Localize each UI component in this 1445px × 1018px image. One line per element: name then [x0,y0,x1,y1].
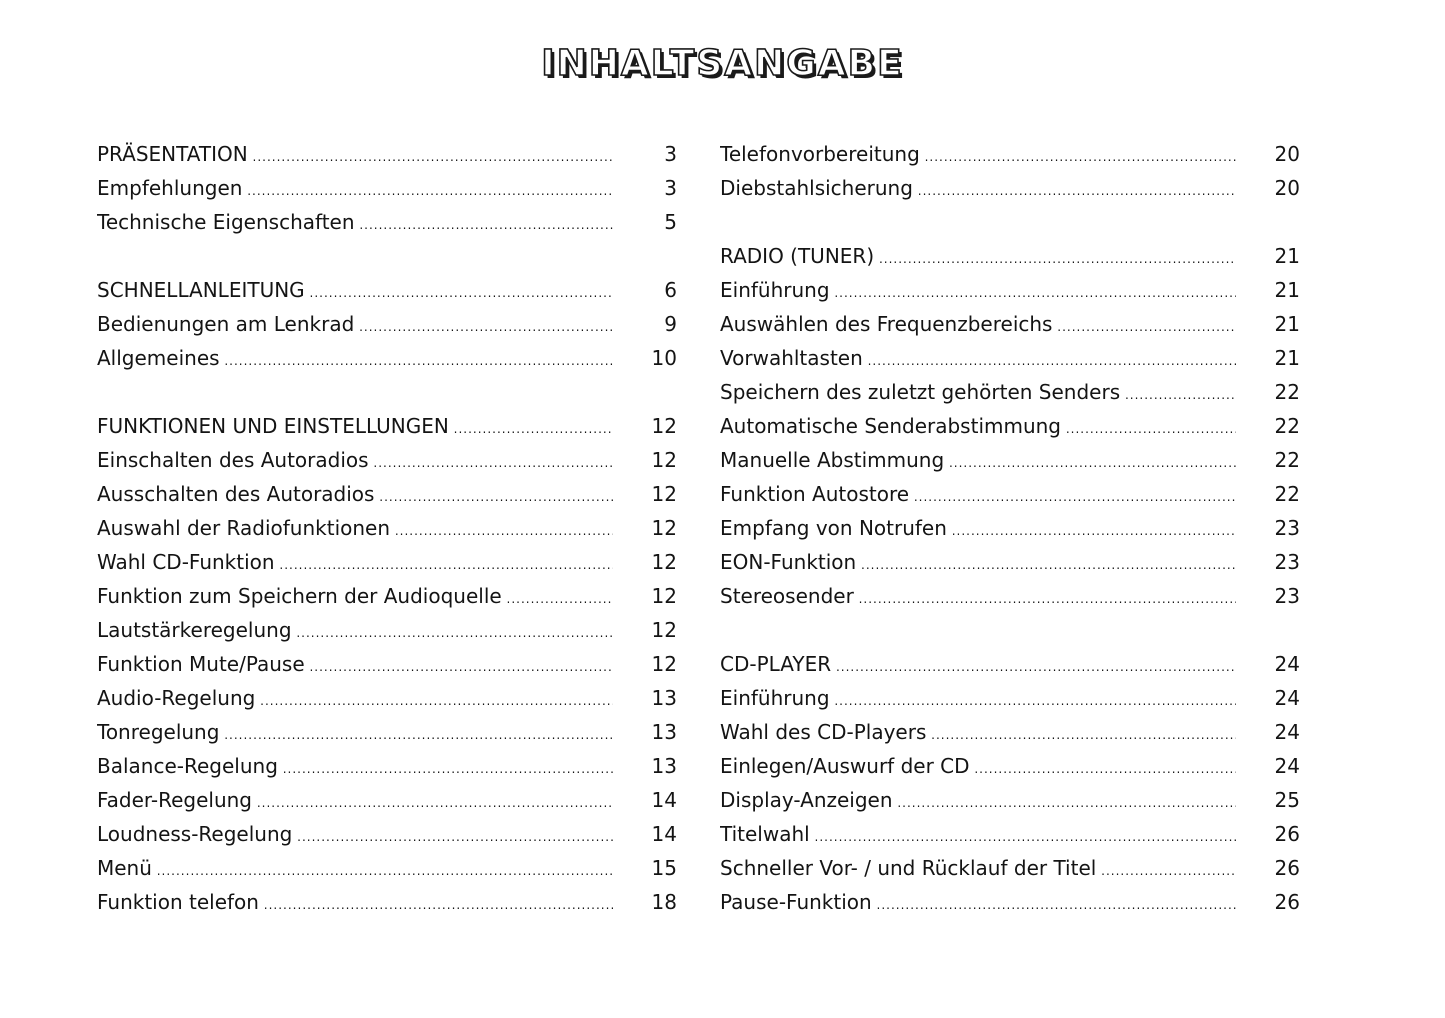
toc-entry-label: Empfang von Notrufen ..... [720,511,1236,548]
toc-entry-label: Diebstahlsicherung ..... [720,171,1236,208]
toc-entry[interactable] [720,715,1300,749]
toc-right-column [720,137,1300,919]
toc-entry[interactable] [720,579,1300,613]
toc-entry-label: Stereosender ..... [720,579,1236,616]
toc-entry-label: Funktion telefon ..... [97,885,613,922]
toc-entry-page-number: 14 [651,788,677,812]
toc-entry-page-number: 12 [651,618,677,642]
toc-entry[interactable] [720,545,1300,579]
toc-spacer [720,205,1300,239]
toc-entry-page-number: 22 [1274,380,1300,404]
toc-entry[interactable] [720,817,1300,851]
toc-entry-label: PRÄSENTATION ..... [97,137,613,174]
toc-entry-label: Funktion Mute/Pause ..... [97,647,613,684]
toc-entry-label: Einführung ..... [720,273,1236,310]
toc-spacer [720,613,1300,647]
toc-entry[interactable] [97,171,677,205]
toc-entry[interactable] [720,783,1300,817]
toc-entry-page-number: 20 [1274,142,1300,166]
toc-entry[interactable] [97,783,677,817]
toc-entry-label: Automatische Senderabstimmung ..... [720,409,1236,446]
toc-entry-page-number: 12 [651,482,677,506]
toc-entry[interactable] [97,579,677,613]
toc-entry-page-number: 20 [1274,176,1300,200]
toc-entry-label: Einlegen/Auswurf der CD ..... [720,749,1236,786]
toc-entry-page-number: 10 [651,346,677,370]
toc-entry[interactable] [97,545,677,579]
toc-entry-label: Pause-Funktion ..... [720,885,1236,922]
toc-entry-page-number: 6 [664,278,677,302]
toc-entry-label: CD-PLAYER ..... [720,647,1236,684]
toc-entry-page-number: 26 [1274,856,1300,880]
toc-entry-page-number: 22 [1274,482,1300,506]
toc-entry[interactable] [720,409,1300,443]
toc-entry-label: Menü ..... [97,851,613,888]
toc-entry[interactable] [97,851,677,885]
toc-entry-label: Audio-Regelung ..... [97,681,613,718]
toc-entry-page-number: 18 [651,890,677,914]
toc-entry[interactable] [720,239,1300,273]
toc-entry[interactable] [97,443,677,477]
toc-entry[interactable] [97,307,677,341]
toc-entry-label: Einschalten des Autoradios ..... [97,443,613,480]
toc-entry-page-number: 23 [1274,550,1300,574]
toc-entry-page-number: 5 [664,210,677,234]
toc-entry-label: Speichern des zuletzt gehörten Senders ..... [720,375,1236,412]
toc-entry-label: Technische Eigenschaften ..... [97,205,613,242]
toc-entry-page-number: 3 [664,142,677,166]
toc-entry-page-number: 15 [651,856,677,880]
toc-entry-label: Loudness-Regelung ..... [97,817,613,854]
toc-entry-label: FUNKTIONEN UND EINSTELLUNGEN ..... [97,409,613,446]
toc-entry[interactable] [97,715,677,749]
toc-entry[interactable] [720,511,1300,545]
toc-entry-label: SCHNELLANLEITUNG ..... [97,273,613,310]
toc-entry-page-number: 26 [1274,890,1300,914]
toc-entry-page-number: 13 [651,720,677,744]
toc-entry-label: Vorwahltasten ..... [720,341,1236,378]
toc-entry-label: Manuelle Abstimmung ..... [720,443,1236,480]
toc-entry[interactable] [720,851,1300,885]
toc-entry-page-number: 25 [1274,788,1300,812]
toc-entry[interactable] [97,341,677,375]
toc-entry-page-number: 24 [1274,652,1300,676]
toc-entry[interactable] [720,885,1300,919]
toc-entry[interactable] [97,273,677,307]
toc-entry[interactable] [720,443,1300,477]
toc-entry-label: RADIO (TUNER) ..... [720,239,1236,276]
toc-entry[interactable] [720,137,1300,171]
toc-entry[interactable] [97,681,677,715]
toc-entry-page-number: 12 [651,414,677,438]
toc-entry-page-number: 14 [651,822,677,846]
toc-entry-label: Display-Anzeigen ..... [720,783,1236,820]
toc-entry-page-number: 26 [1274,822,1300,846]
toc-entry-page-number: 21 [1274,244,1300,268]
toc-entry[interactable] [97,613,677,647]
toc-entry-label: Ausschalten des Autoradios ..... [97,477,613,514]
toc-entry-label: Einführung ..... [720,681,1236,718]
toc-entry-page-number: 21 [1274,312,1300,336]
toc-entry-label: Tonregelung ..... [97,715,613,752]
toc-entry[interactable] [97,749,677,783]
toc-entry-page-number: 13 [651,686,677,710]
toc-entry-page-number: 12 [651,448,677,472]
toc-entry-label: Funktion Autostore ..... [720,477,1236,514]
toc-entry-label: Titelwahl ..... [720,817,1236,854]
toc-entry-page-number: 22 [1274,448,1300,472]
toc-entry[interactable] [720,273,1300,307]
toc-entry[interactable] [720,307,1300,341]
toc-entry-label: Schneller Vor- / und Rücklauf der Titel ..... [720,851,1236,888]
toc-entry-label: Allgemeines ..... [97,341,613,378]
toc-entry-label: Auswahl der Radiofunktionen ..... [97,511,613,548]
toc-entry[interactable] [720,375,1300,409]
toc-entry-page-number: 9 [664,312,677,336]
toc-entry-label: Wahl des CD-Players ..... [720,715,1236,752]
toc-entry-page-number: 23 [1274,584,1300,608]
toc-entry-label: Auswählen des Frequenzbereichs ..... [720,307,1236,344]
toc-entry-label: EON-Funktion ..... [720,545,1236,582]
toc-entry-label: Balance-Regelung ..... [97,749,613,786]
toc-entry[interactable] [97,647,677,681]
toc-entry-page-number: 24 [1274,686,1300,710]
toc-entry-page-number: 24 [1274,720,1300,744]
toc-entry[interactable] [720,749,1300,783]
toc-entry[interactable] [97,409,677,443]
toc-entry-label: Funktion zum Speichern der Audioquelle ..... [97,579,613,616]
toc-entry-page-number: 13 [651,754,677,778]
toc-entry[interactable] [97,137,677,171]
toc-entry[interactable] [97,885,677,919]
toc-entry-page-number: 21 [1274,346,1300,370]
toc-entry[interactable] [720,647,1300,681]
page-title: INHALTSANGABE [541,43,904,84]
toc-entry[interactable] [97,205,677,239]
toc-entry-page-number: 12 [651,550,677,574]
toc-entry[interactable] [720,681,1300,715]
toc-entry[interactable] [720,477,1300,511]
toc-entry[interactable] [97,817,677,851]
toc-entry-page-number: 12 [651,516,677,540]
toc-entry-page-number: 12 [651,584,677,608]
toc-left-column [97,137,677,919]
toc-entry-label: Fader-Regelung ..... [97,783,613,820]
toc-entry-page-number: 22 [1274,414,1300,438]
toc-spacer [97,239,677,273]
toc-entry[interactable] [720,171,1300,205]
toc-entry[interactable] [97,477,677,511]
toc-entry[interactable] [97,511,677,545]
toc-spacer [97,375,677,409]
toc-entry-page-number: 12 [651,652,677,676]
toc-entry-label: Lautstärkeregelung ..... [97,613,613,650]
toc-entry-page-number: 24 [1274,754,1300,778]
toc-entry-page-number: 3 [664,176,677,200]
toc-entry-label: Wahl CD-Funktion ..... [97,545,613,582]
toc-entry-label: Empfehlungen ..... [97,171,613,208]
toc-entry[interactable] [720,341,1300,375]
toc-entry-page-number: 21 [1274,278,1300,302]
toc-entry-label: Bedienungen am Lenkrad ..... [97,307,613,344]
toc-entry-label: Telefonvorbereitung ..... [720,137,1236,174]
toc-entry-page-number: 23 [1274,516,1300,540]
